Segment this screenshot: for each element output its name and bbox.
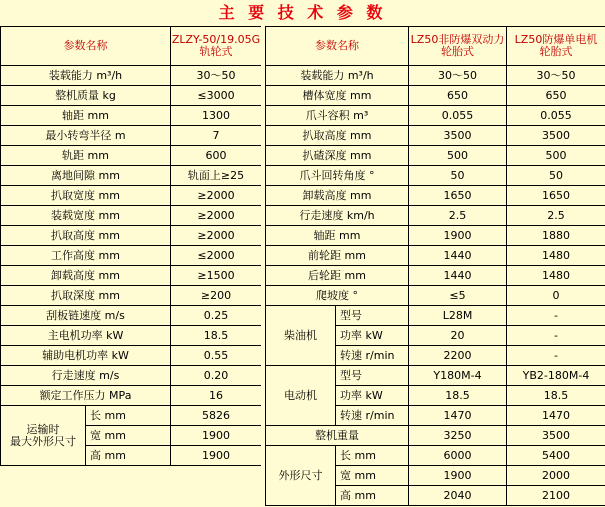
- table-row: [1, 66, 262, 86]
- param-value-2: 5400: [507, 446, 605, 466]
- left-spec-table: [0, 26, 262, 466]
- param-name: 辅助电机功率 kW: [1, 346, 171, 366]
- page-title: 主 要 技 术 参 数: [0, 0, 605, 26]
- param-value-2: 1480: [507, 246, 605, 266]
- param-value: ≤3000: [171, 86, 262, 106]
- param-name: 行走速度 m/s: [1, 366, 171, 386]
- table-row: [266, 66, 605, 86]
- param-value: ≥2000: [171, 186, 262, 206]
- dimensions-group-label: 外形尺寸: [266, 446, 336, 506]
- sub-param-name: 长 mm: [336, 446, 409, 466]
- param-name: 最小转弯半径 m: [1, 126, 171, 146]
- param-name: 前轮距 mm: [266, 246, 409, 266]
- table-row: [1, 106, 262, 126]
- param-value-1: 1470: [409, 406, 507, 426]
- table-row: [1, 86, 262, 106]
- table-row: [1, 326, 262, 346]
- param-value-2: -: [507, 326, 605, 346]
- param-name: 整机重量: [266, 426, 409, 446]
- param-value-1: 50: [409, 166, 507, 186]
- param-name: 后轮距 mm: [266, 266, 409, 286]
- sub-param-name: 转速 r/min: [336, 346, 409, 366]
- header-row: [266, 27, 605, 66]
- param-value: 1300: [171, 106, 262, 126]
- param-name: 整机质量 kg: [1, 86, 171, 106]
- table-row: [266, 266, 605, 286]
- sub-param-name: 型号: [336, 366, 409, 386]
- dimension-name: 宽 mm: [86, 426, 171, 446]
- table-row: [1, 166, 262, 186]
- param-value-1: 30～50: [409, 66, 507, 86]
- param-value: ≥2000: [171, 206, 262, 226]
- table-row: [1, 266, 262, 286]
- header-row: [1, 27, 262, 66]
- header-param-name: 参数名称: [1, 27, 171, 66]
- sub-param-name: 宽 mm: [336, 466, 409, 486]
- param-value-2: 0: [507, 286, 605, 306]
- param-value: 1900: [171, 446, 262, 466]
- param-value: 0.25: [171, 306, 262, 326]
- param-value: ≥2000: [171, 226, 262, 246]
- param-value-2: 3500: [507, 126, 605, 146]
- param-name: 装载宽度 mm: [1, 206, 171, 226]
- table-row: [266, 286, 605, 306]
- param-name: 刮板链速度 m/s: [1, 306, 171, 326]
- table-row: [1, 386, 262, 406]
- param-value-2: 3500: [507, 426, 605, 446]
- param-value-1: 0.055: [409, 106, 507, 126]
- param-value-1: L28M: [409, 306, 507, 326]
- table-row: [266, 306, 605, 326]
- param-value-1: 1900: [409, 466, 507, 486]
- param-value-1: Y180M-4: [409, 366, 507, 386]
- param-name: 轴距 mm: [1, 106, 171, 126]
- param-name: 扒取深度 mm: [1, 286, 171, 306]
- param-value: 16: [171, 386, 262, 406]
- table-row: [1, 346, 262, 366]
- param-name: 爬坡度 °: [266, 286, 409, 306]
- header-model-2: LZ50防爆单电机 轮胎式: [507, 27, 605, 66]
- param-name: 装载能力 m³/h: [266, 66, 409, 86]
- table-row: [1, 226, 262, 246]
- param-value: 600: [171, 146, 262, 166]
- dimension-name: 长 mm: [86, 406, 171, 426]
- param-name: 额定工作压力 MPa: [1, 386, 171, 406]
- table-row: [1, 186, 262, 206]
- param-value-2: 50: [507, 166, 605, 186]
- param-name: 轨距 mm: [1, 146, 171, 166]
- param-value-2: 1470: [507, 406, 605, 426]
- param-value-1: 6000: [409, 446, 507, 466]
- param-value: 30～50: [171, 66, 262, 86]
- diesel-engine-group-label: 柴油机: [266, 306, 336, 366]
- table-row: [266, 246, 605, 266]
- param-value-1: ≤5: [409, 286, 507, 306]
- param-value-1: 20: [409, 326, 507, 346]
- param-name: 工作高度 mm: [1, 246, 171, 266]
- param-name: 卸载高度 mm: [266, 186, 409, 206]
- param-value: 18.5: [171, 326, 262, 346]
- param-name: 卸载高度 mm: [1, 266, 171, 286]
- param-value: 1900: [171, 426, 262, 446]
- param-value-2: 30～50: [507, 66, 605, 86]
- param-value-1: 500: [409, 146, 507, 166]
- param-value: ≥1500: [171, 266, 262, 286]
- param-value-2: 650: [507, 86, 605, 106]
- param-value: 0.55: [171, 346, 262, 366]
- param-name: 装载能力 m³/h: [1, 66, 171, 86]
- param-name: 离地间隙 mm: [1, 166, 171, 186]
- param-value-2: 0.055: [507, 106, 605, 126]
- table-row: [266, 146, 605, 166]
- param-value-2: 18.5: [507, 386, 605, 406]
- param-value-2: -: [507, 306, 605, 326]
- param-value-1: 1440: [409, 246, 507, 266]
- table-row: [266, 226, 605, 246]
- table-row: [1, 286, 262, 306]
- table-row: [266, 126, 605, 146]
- right-spec-table: [265, 26, 605, 506]
- sub-param-name: 功率 kW: [336, 386, 409, 406]
- param-name: 扒取高度 mm: [1, 226, 171, 246]
- table-row: [266, 186, 605, 206]
- param-value-1: 2.5: [409, 206, 507, 226]
- param-value-1: 650: [409, 86, 507, 106]
- table-row: [1, 126, 262, 146]
- param-value-2: YB2-180M-4: [507, 366, 605, 386]
- table-row: [266, 366, 605, 386]
- param-value: 轨面上≥25: [171, 166, 262, 186]
- spec-tables: [0, 26, 605, 507]
- param-value-1: 1900: [409, 226, 507, 246]
- header-param-name: 参数名称: [266, 27, 409, 66]
- param-value-1: 3500: [409, 126, 507, 146]
- sub-param-name: 功率 kW: [336, 326, 409, 346]
- param-value-1: 1440: [409, 266, 507, 286]
- table-row: [1, 246, 262, 266]
- param-name: 扒取宽度 mm: [1, 186, 171, 206]
- table-row: [266, 426, 605, 446]
- table-row: [266, 86, 605, 106]
- sub-param-name: 高 mm: [336, 486, 409, 506]
- param-name: 主电机功率 kW: [1, 326, 171, 346]
- param-value: 7: [171, 126, 262, 146]
- header-model-1: LZ50非防爆双动力 轮胎式: [409, 27, 507, 66]
- sub-param-name: 型号: [336, 306, 409, 326]
- table-row: [1, 366, 262, 386]
- param-value-1: 2200: [409, 346, 507, 366]
- param-name: 爪斗回转角度 °: [266, 166, 409, 186]
- param-value-1: 2040: [409, 486, 507, 506]
- param-name: 扒取高度 mm: [266, 126, 409, 146]
- table-row: [1, 206, 262, 226]
- param-value-2: 1880: [507, 226, 605, 246]
- param-value-2: 2100: [507, 486, 605, 506]
- param-value-2: 1650: [507, 186, 605, 206]
- param-value-2: -: [507, 346, 605, 366]
- table-row: [266, 166, 605, 186]
- param-value-2: 1480: [507, 266, 605, 286]
- param-name: 行走速度 km/h: [266, 206, 409, 226]
- param-name: 扒碴深度 mm: [266, 146, 409, 166]
- param-value-1: 3250: [409, 426, 507, 446]
- electric-motor-group-label: 电动机: [266, 366, 336, 426]
- table-row: [1, 306, 262, 326]
- param-value: ≥200: [171, 286, 262, 306]
- table-row: [1, 406, 262, 426]
- header-model: ZLZY-50/19.05G 轨轮式: [171, 27, 262, 66]
- table-row: [266, 446, 605, 466]
- param-value-1: 18.5: [409, 386, 507, 406]
- table-row: [1, 146, 262, 166]
- param-name: 轴距 mm: [266, 226, 409, 246]
- param-name: 槽体宽度 mm: [266, 86, 409, 106]
- dimension-group-label: 运输时 最大外形尺寸: [1, 406, 86, 466]
- param-value-1: 1650: [409, 186, 507, 206]
- param-value: ≤2000: [171, 246, 262, 266]
- sub-param-name: 转速 r/min: [336, 406, 409, 426]
- param-value-2: 500: [507, 146, 605, 166]
- param-value-2: 2.5: [507, 206, 605, 226]
- param-value: 5826: [171, 406, 262, 426]
- table-row: [266, 106, 605, 126]
- param-value-2: 2000: [507, 466, 605, 486]
- param-name: 爪斗容积 m³: [266, 106, 409, 126]
- param-value: 0.20: [171, 366, 262, 386]
- dimension-name: 高 mm: [86, 446, 171, 466]
- table-row: [266, 206, 605, 226]
